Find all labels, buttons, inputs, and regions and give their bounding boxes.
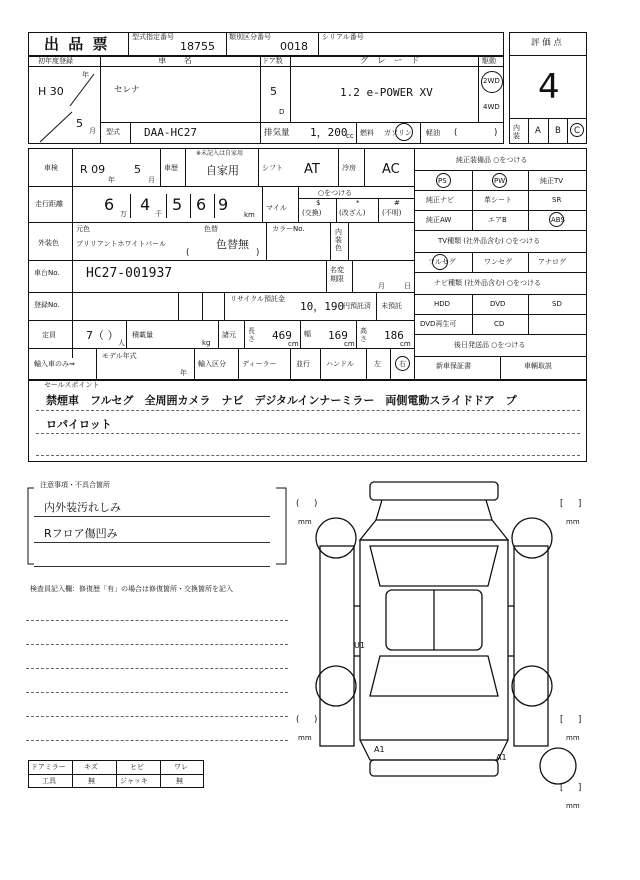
month-unit: 月 bbox=[89, 127, 96, 135]
fuel-value: ガソリン bbox=[384, 129, 412, 137]
tampered-label: (改ざん) bbox=[339, 209, 366, 217]
equip-abs: ABS bbox=[551, 216, 565, 224]
km-unit: km bbox=[244, 211, 255, 219]
drive-4wd: 4WD bbox=[483, 103, 500, 111]
tv-fullseg: フルセグ bbox=[428, 258, 456, 266]
legend-scratch: キズ bbox=[84, 763, 98, 771]
exchange-label: (交換) bbox=[302, 209, 322, 217]
name-change-day: 日 bbox=[404, 282, 411, 290]
recycle-amount: 10，190 bbox=[300, 300, 345, 313]
height-cm: cm bbox=[400, 340, 411, 348]
interior-grade-b: B bbox=[555, 126, 561, 136]
shaken-year-unit: 年 bbox=[108, 176, 115, 184]
mileage-digit: 6 bbox=[104, 195, 115, 214]
equip-abs-circle bbox=[549, 212, 564, 227]
damage-mark-u1: U1 bbox=[354, 641, 365, 650]
equip-leather: 革シート bbox=[484, 196, 512, 204]
navi-dvd: DVD bbox=[490, 300, 506, 308]
notes-line1: 内外装汚れしみ bbox=[44, 501, 121, 514]
door-type: D bbox=[279, 108, 285, 116]
damage-mark-a1: A1 bbox=[374, 745, 385, 754]
equip-tv: 純正TV bbox=[540, 177, 564, 185]
mm-unit: mm bbox=[566, 802, 580, 810]
measure-bracket: [ bbox=[560, 715, 564, 725]
circle-note: ○をつける bbox=[318, 189, 353, 197]
name-change-month: 月 bbox=[378, 282, 385, 290]
navi-hdd: HDD bbox=[434, 300, 451, 308]
star-mark: * bbox=[356, 199, 360, 207]
score-label: 評 価 点 bbox=[531, 38, 562, 48]
equip-ps-circle bbox=[436, 173, 451, 188]
equip-navi: 純正ナビ bbox=[426, 196, 454, 204]
shift-label: シフト bbox=[262, 164, 283, 172]
unknown-label: (不明) bbox=[382, 209, 402, 217]
equip-ps: PS bbox=[438, 177, 447, 185]
doors-label: ドア数 bbox=[262, 57, 283, 65]
import-class-label: 輸入区分 bbox=[198, 360, 226, 368]
capacity-label: 定員 bbox=[42, 331, 56, 339]
notes-line2: Rフロア傷凹み bbox=[44, 527, 118, 540]
navi-sd: SD bbox=[552, 300, 562, 308]
fuel-label: 燃料 bbox=[360, 129, 374, 137]
notes-label: 注意事項・不具合箇所 bbox=[40, 481, 110, 489]
shaken-month-unit: 月 bbox=[148, 176, 155, 184]
model-year-label: モデル年式 bbox=[102, 352, 137, 360]
handle-right-circle bbox=[395, 356, 410, 371]
dealer-option: ディーラー bbox=[242, 360, 277, 368]
repaint-paren-close: ) bbox=[256, 248, 260, 258]
height-label: 高さ bbox=[360, 327, 367, 343]
first-reg-era: H 30 bbox=[38, 85, 64, 98]
mm-unit: mm bbox=[566, 734, 580, 742]
grade-label: グ レ ー ド bbox=[360, 56, 420, 66]
recycle-unit: 円預託済 bbox=[343, 302, 371, 310]
interior-grade-c: C bbox=[574, 126, 580, 136]
model-year-unit: 年 bbox=[180, 369, 187, 377]
mileage-sen: 千 bbox=[155, 210, 162, 218]
score-value: 4 bbox=[538, 67, 560, 107]
legend-crack: ヒビ bbox=[130, 763, 144, 771]
repaint-value: 色替無 bbox=[216, 238, 249, 251]
orig-color-label: 元色 bbox=[76, 225, 90, 233]
car-damage-diagram bbox=[290, 476, 590, 816]
model-designation-no: 18755 bbox=[180, 40, 215, 53]
length-label: 長さ bbox=[248, 327, 255, 343]
equip-pw-circle bbox=[492, 173, 507, 188]
legend-jack: ジャッキ bbox=[120, 777, 148, 785]
length-cm: cm bbox=[288, 340, 299, 348]
legend-door-mirror: ドアミラー bbox=[31, 763, 66, 771]
tv-header: TV種類 (社外品含む) ○をつける bbox=[438, 237, 541, 245]
handle-left: 左 bbox=[374, 360, 381, 368]
light-oil-label: 軽油 bbox=[426, 129, 440, 137]
model-designation-label: 型式指定番号 bbox=[132, 33, 174, 41]
year-unit: 年 bbox=[82, 71, 89, 79]
orig-color: ブリリアントホワイトパール bbox=[76, 240, 166, 248]
ac-label: 冷房 bbox=[342, 164, 356, 172]
serial-label: シリアル番号 bbox=[322, 33, 364, 41]
shaken-month: 5 bbox=[134, 163, 141, 176]
width-value: 169 bbox=[328, 329, 348, 342]
measure-paren: ( bbox=[296, 715, 300, 725]
first-reg-month: 5 bbox=[76, 117, 83, 130]
person-unit: 人 bbox=[118, 339, 125, 347]
mileage-digit: 6 bbox=[196, 195, 207, 214]
drive-label: 駆動 bbox=[482, 57, 496, 65]
measure-bracket: [ bbox=[560, 783, 564, 793]
sales-points-line2: ロパイロット bbox=[46, 418, 112, 431]
equip-airbag: エアB bbox=[488, 216, 507, 224]
sales-points-block bbox=[28, 380, 587, 462]
fuel-paren-open: ( bbox=[454, 128, 458, 138]
capacity-value: 7（ ） bbox=[86, 329, 119, 342]
measure-bracket: ] bbox=[578, 783, 582, 793]
color-label: 外装色 bbox=[38, 239, 59, 247]
mileage-digit: 9 bbox=[218, 195, 229, 214]
interior-grade-a: A bbox=[535, 126, 541, 136]
later-warranty: 新車保証書 bbox=[436, 362, 471, 370]
mileage-man: 万 bbox=[120, 210, 127, 218]
first-reg-label: 初年度登録 bbox=[38, 57, 73, 65]
sheet-title: 出 品 票 bbox=[44, 35, 110, 53]
inspector-label: 検査員記入欄：修復歴「有」の場合は修復箇所・交換箇所を記入 bbox=[30, 585, 233, 593]
dollar-mark: $ bbox=[316, 199, 321, 207]
shift-value: AT bbox=[304, 162, 320, 177]
mileage-label: 走行距離 bbox=[35, 200, 63, 208]
width-label: 幅 bbox=[304, 330, 311, 338]
name-change-label: 名変期限 bbox=[330, 266, 344, 283]
sales-points-line1: 禁煙車 フルセグ 全周囲カメラ ナビ デジタルインナーミラー 両側電動スライドドア プ bbox=[46, 394, 517, 407]
equip-pw: PW bbox=[494, 177, 506, 185]
damage-mark-a1: A1 bbox=[496, 753, 507, 762]
grade-value: 1.2 e-POWER XV bbox=[340, 86, 433, 99]
interior-color-label: 内装色 bbox=[335, 228, 342, 252]
import-label: 輸入車のみ⇒ bbox=[34, 360, 75, 368]
measure-paren: ) bbox=[314, 715, 318, 725]
measure-bracket: [ bbox=[560, 499, 564, 509]
history-label: 車歴 bbox=[164, 164, 178, 172]
measure-bracket: ] bbox=[578, 715, 582, 725]
handle-label: ハンドル bbox=[326, 360, 354, 368]
repaint-label: 色替 bbox=[204, 225, 218, 233]
load-label: 積載量 bbox=[132, 331, 153, 339]
legend-tools: 工具 bbox=[42, 777, 56, 785]
category-no: 0018 bbox=[280, 40, 308, 53]
navi-header: ナビ種類 (社外品含む) ○をつける bbox=[434, 279, 542, 287]
recycle-label: リサイクル預託金 bbox=[230, 295, 286, 303]
tv-oneseg: ワンセグ bbox=[484, 258, 512, 266]
car-name-label: 車 名 bbox=[158, 56, 193, 66]
doors-value: 5 bbox=[270, 85, 277, 98]
history-value: 自家用 bbox=[206, 164, 239, 177]
repaint-paren-open: ( bbox=[186, 248, 190, 258]
measure-bracket: ] bbox=[578, 499, 582, 509]
displacement-value: 1，200 bbox=[310, 126, 348, 139]
car-name: セレナ bbox=[114, 85, 140, 95]
parallel-option: 並行 bbox=[296, 360, 310, 368]
later-header: 後日発送品 ○をつける bbox=[454, 341, 526, 349]
fuel-paren-close: ) bbox=[494, 128, 498, 138]
type-label: 型式 bbox=[106, 128, 120, 136]
measure-paren: ( bbox=[296, 499, 300, 509]
legend-break: ワレ bbox=[174, 763, 188, 771]
mm-unit: mm bbox=[298, 734, 312, 742]
color-no-label: カラーNo. bbox=[272, 225, 305, 233]
width-cm: cm bbox=[344, 340, 355, 348]
mm-unit: mm bbox=[566, 518, 580, 526]
mm-unit: mm bbox=[298, 518, 312, 526]
dim-label: 諸元 bbox=[222, 331, 236, 339]
circle-mark bbox=[570, 123, 584, 137]
tv-fullseg-circle bbox=[432, 254, 448, 270]
shaken-year: R 09 bbox=[80, 163, 106, 176]
fuel-circle bbox=[395, 123, 413, 141]
displacement-label: 排気量 bbox=[264, 128, 290, 138]
sales-points-label: セールスポイント bbox=[44, 381, 100, 389]
ac-value: AC bbox=[382, 162, 400, 177]
legend-tools-none: 無 bbox=[88, 777, 95, 785]
interior-grade-label: 内装 bbox=[513, 124, 520, 140]
equip-sr: SR bbox=[552, 196, 562, 204]
equip-aw: 純正AW bbox=[426, 216, 452, 224]
dvd-playback: DVD再生可 bbox=[420, 320, 457, 328]
height-value: 186 bbox=[384, 329, 404, 342]
chassis-label: 車台No. bbox=[34, 269, 60, 277]
history-note: ※未記入は自家用 bbox=[196, 150, 244, 157]
hash-mark: # bbox=[394, 199, 400, 207]
cd-label: CD bbox=[494, 320, 505, 328]
tv-analog: アナログ bbox=[538, 258, 566, 266]
reg-label: 登録No. bbox=[34, 301, 60, 309]
recycle-unpaid: 未預託 bbox=[381, 302, 402, 310]
handle-right: 右 bbox=[399, 360, 406, 368]
drive-2wd: 2WD bbox=[483, 77, 500, 85]
category-label: 類別区分番号 bbox=[229, 33, 271, 41]
legend-jack-none: 無 bbox=[176, 777, 183, 785]
mileage-digit: 5 bbox=[172, 195, 183, 214]
chassis-value: HC27-001937 bbox=[86, 266, 173, 281]
later-manual: 車輌取説 bbox=[524, 362, 552, 370]
shaken-label: 車検 bbox=[44, 164, 58, 172]
measure-paren: ) bbox=[314, 499, 318, 509]
length-value: 469 bbox=[272, 329, 292, 342]
equipment-header: 純正装備品 ○をつける bbox=[456, 156, 528, 164]
mileage-digit: 4 bbox=[140, 195, 151, 214]
cc-unit: cc bbox=[346, 132, 354, 140]
notes-bracket bbox=[26, 481, 290, 568]
kg-unit: kg bbox=[202, 339, 211, 347]
model-code: DAA-HC27 bbox=[144, 126, 197, 139]
mile-label: マイル bbox=[266, 204, 287, 212]
